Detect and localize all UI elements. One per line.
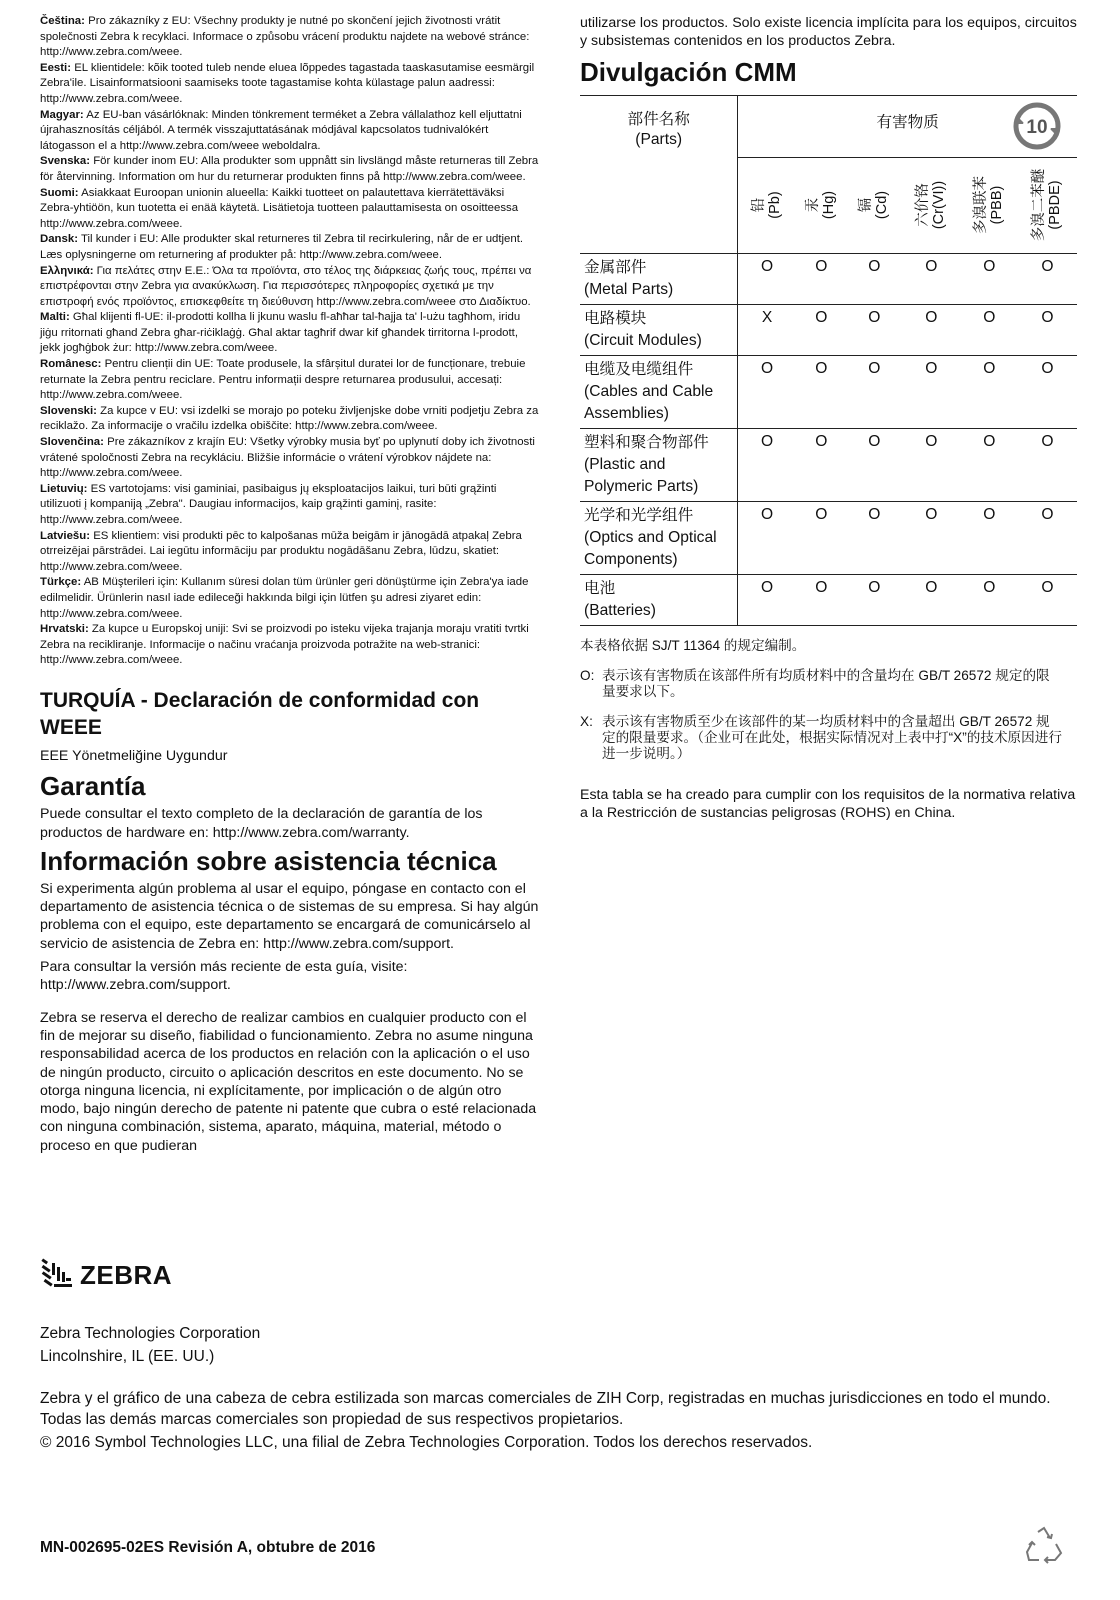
substance-header xyxy=(847,157,902,253)
cmm-row xyxy=(580,304,1077,355)
substance-label xyxy=(1031,169,1063,242)
cmm-part-name: 电路模块 (Circuit Modules) xyxy=(580,304,738,355)
weee-entry-text: Til kunder i EU: Alle produkter skal returneres til Zebra til recirkulering, når de er udtjent. Læs oplysningerne om returnering af produkter på: http://www.zebra.com/weee. xyxy=(40,233,524,261)
weee-entry xyxy=(40,529,540,576)
document-id: MN-002695-02ES Revisión A, obtubre de 2016 xyxy=(40,1539,376,1556)
note-x-text: 表示该有害物质至少在该部件的某一均质材料中的含量超出 GB/T 26572 规定的限量要求。（企业可在此处，根据实际情况对上表中打“X”的技术原因进行进一步说明。） xyxy=(602,713,1062,761)
cmm-value-cell: O xyxy=(796,501,847,574)
substance-symbol: (PBB) xyxy=(989,185,1006,225)
weee-entry xyxy=(40,264,540,311)
parts-header xyxy=(580,95,738,253)
zebra-logo-text: ZEBRA xyxy=(80,1259,173,1290)
cmm-title: Divulgación CMM xyxy=(580,56,797,87)
epup-10-icon xyxy=(1011,100,1063,157)
weee-entry xyxy=(40,622,540,669)
cmm-row xyxy=(580,355,1077,428)
cmm-part-name: 金属部件 (Metal Parts) xyxy=(580,253,738,304)
substance-header xyxy=(961,157,1018,253)
cmm-row xyxy=(580,428,1077,501)
cmm-value-cell: O xyxy=(1018,253,1077,304)
cmm-value-cell: O xyxy=(796,304,847,355)
weee-entry-text: ES klientiem: visi produkti pēc to kalpošanas mūža beigām ir jānogādā atpakaļ Zebra otrreizējai pārstrādei. Lai iegūtu informāciju par produktu nogādāšanu Zebra, lūdzu, skatiet: http://www.zebra.com/weee. xyxy=(40,529,522,573)
weee-entry-language: Magyar: xyxy=(40,108,84,121)
cmm-value-cell: O xyxy=(796,253,847,304)
substance-label xyxy=(751,191,783,218)
recycle-icon xyxy=(1024,1526,1064,1569)
cmm-value-cell: O xyxy=(961,355,1018,428)
turquia-text: EEE Yönetmeliğine Uygundur xyxy=(40,747,228,764)
weee-entry xyxy=(40,575,540,622)
substance-header xyxy=(1018,157,1077,253)
substance-name-cn: 铅 xyxy=(751,197,768,213)
substance-symbol: (Cr(VI)) xyxy=(931,180,948,230)
svg-text:10: 10 xyxy=(1026,116,1048,138)
weee-entry-language: Latviešu: xyxy=(40,529,91,542)
cmm-value-cell: O xyxy=(1018,355,1077,428)
right-column xyxy=(580,14,1080,822)
cmm-value-cell: O xyxy=(1018,304,1077,355)
cmm-value-cell: O xyxy=(961,304,1018,355)
cmm-table xyxy=(580,95,1077,625)
weee-entry-text: Για πελάτες στην Ε.Ε.: Όλα τα προϊόντα, στο τέλος της διάρκειας ζωής τους, πρέπει να επιστρέφονται στην Zebra για ανακύκλωση. Για περισσότερες πληροφορίες σχετικά με την επιστροφή ενός προϊόντος, επισκεφθείτε τη διεύθυνση http://www.zebra.com/weee στο Διαδίκτυο. xyxy=(40,264,532,308)
cmm-header-row xyxy=(580,95,1077,157)
asistencia-p2: Para consultar la versión más reciente de esta guía, visite: http://www.zebra.com/support. xyxy=(40,959,408,994)
legal-notice xyxy=(40,1388,1080,1453)
weee-entry-language: Suomi: xyxy=(40,186,79,199)
note-x-key: X: xyxy=(580,713,593,729)
cmm-value-cell: O xyxy=(847,304,902,355)
substance-name-cn: 六价铬 xyxy=(915,183,932,227)
substance-symbol: (PBDE) xyxy=(1047,180,1064,230)
zebra-head-icon xyxy=(40,1258,74,1292)
cmm-value-cell: O xyxy=(738,574,796,625)
turquia-title: TURQUÍA - Declaración de conformidad con WEEE xyxy=(40,688,480,739)
weee-entry-text: Għal klijenti fl-UE: il-prodotti kollha li jkunu waslu fl-aħħar tal-ħajja ta' l-użu tagħhom, iridu jiġu rritornati għand Zebra għar-riċiklaġġ. Għal aktar tagħrif dwar kif għandek tirritorna l-prodott, jekk jogħġbok żur: http://www.zebra.com/weee. xyxy=(40,311,521,355)
note-o xyxy=(580,668,1080,700)
cmm-value-cell: O xyxy=(1018,428,1077,501)
turquia-section xyxy=(40,687,540,765)
substance-name-cn: 汞 xyxy=(805,197,822,213)
cmm-value-cell: O xyxy=(902,253,961,304)
substance-header xyxy=(902,157,961,253)
cmm-value-cell: O xyxy=(796,574,847,625)
note-o-key: O: xyxy=(580,667,595,683)
cmm-value-cell: O xyxy=(961,501,1018,574)
cmm-value-cell: O xyxy=(902,501,961,574)
hazard-header xyxy=(738,95,1077,157)
trademark-notice: Zebra y el gráfico de una cabeza de cebra estilizada son marcas comerciales de ZIH Corp, registradas en muchas jurisdicciones en todo el mundo. Todas las demás marcas comerciales son propiedad de sus respectivos propietarios. xyxy=(40,1390,1051,1428)
substance-symbol: (Cd) xyxy=(874,190,891,220)
cmm-value-cell: O xyxy=(847,574,902,625)
garantia-section xyxy=(40,771,540,842)
garantia-title: Garantía xyxy=(40,771,146,802)
note-o-text: 表示该有害物质在该部件所有均质材料中的含量均在 GB/T 26572 规定的限量要求以下。 xyxy=(602,667,1050,699)
cmm-footer-text: Esta tabla se ha creado para cumplir con los requisitos de la normativa relativa a la Restricción de sustancias peligrosas (ROHS) en China. xyxy=(580,786,1076,821)
cmm-value-cell: O xyxy=(738,355,796,428)
note-standard: 本表格依据 SJ/T 11364 的规定编制。 xyxy=(580,637,806,653)
weee-entry-text: ES vartotojams: visi gaminiai, pasibaigus jų eksploatacijos laikui, turi būti grąžinti utilizuoti į kompaniją „Zebra". Daugiau informacijos, kaip grąžinti gaminį, rasite: http://www.zebra.com/weee. xyxy=(40,482,497,526)
weee-entry xyxy=(40,232,540,263)
substance-label xyxy=(915,181,947,229)
weee-entry-language: Dansk: xyxy=(40,233,78,246)
cmm-value-cell: O xyxy=(902,574,961,625)
weee-entry xyxy=(40,108,540,155)
weee-entry-language: Malti: xyxy=(40,311,70,324)
asistencia-section xyxy=(40,846,540,1155)
substance-label xyxy=(973,176,1005,234)
cmm-value-cell: O xyxy=(902,304,961,355)
asistencia-p1: Si experimenta algún problema al usar el equipo, póngase en contacto con el departamento de asistencia técnica o de sistemas de su empresa. Si hay algún problema con el equipo, este departamento se encargará de comunicárselo al servicio de asistencia de Zebra en: http://www.zebra.com/support. xyxy=(40,880,539,952)
weee-entry xyxy=(40,154,540,185)
substance-symbol: (Pb) xyxy=(767,191,784,219)
cmm-body xyxy=(580,253,1077,625)
weee-entry-language: Slovenčina: xyxy=(40,436,104,449)
copyright-notice: © 2016 Symbol Technologies LLC, una filial de Zebra Technologies Corporation. Todos los derechos reservados. xyxy=(40,1434,813,1451)
cmm-part-name: 塑料和聚合物部件 (Plastic and Polymeric Parts) xyxy=(580,428,738,501)
substance-name-cn: 多溴联苯 xyxy=(973,176,990,235)
weee-entry-text: Pentru clienții din UE: Toate produsele, la sfârșitul duratei lor de funcționare, trebuie returnate la Zebra pentru reciclare. Pentru informații despre returnarea produsului, accesați: http://www.zebra.com/weee. xyxy=(40,358,526,402)
cmm-value-cell: O xyxy=(961,253,1018,304)
weee-entry xyxy=(40,310,540,357)
cmm-value-cell: O xyxy=(847,501,902,574)
cmm-part-name: 电缆及电缆组件 (Cables and Cable Assemblies) xyxy=(580,355,738,428)
weee-entry-text: Asiakkaat Euroopan unionin alueella: Kaikki tuotteet on palautettava kierrätettäväksi Zebra-yhtiöön, kun tuotetta ei enää käytetä. Lisätietoja tuotteen palauttamisesta on osoitteessa http://www.zebra.com/weee. xyxy=(40,186,519,230)
weee-entry-text: Pro zákazníky z EU: Všechny produkty je nutné po skončení jejich životnosti vrátit společnosti Zebra k recyklaci. Informace o způsobu vrácení produktu najdete na webové stránce: http://www.zebra.com/weee. xyxy=(40,15,530,59)
cmm-value-cell: O xyxy=(961,428,1018,501)
cmm-part-name: 电池 (Batteries) xyxy=(580,574,738,625)
cmm-row xyxy=(580,253,1077,304)
cmm-value-cell: O xyxy=(796,355,847,428)
parts-header-en: (Parts) xyxy=(635,130,683,148)
asistencia-p3: Zebra se reserva el derecho de realizar cambios en cualquier producto con el fin de mejorar su diseño, fiabilidad o funcionamiento. Zebra no asume ninguna responsabilidad acerca de los productos en relación con la aplicación o el uso de ningún producto, circuito o aplicación descritos en este documento. No se otorga ninguna licencia, ni explícitamente, por implicación o de algún otro modo, bajo ningún derecho de patente ni patente que cubra o esté relacionada con ninguna combinación, sistema, aparato, máquina, material, método o proceso en que pudieran xyxy=(40,1009,537,1154)
company-name: Zebra Technologies Corporation xyxy=(40,1325,261,1342)
note-x xyxy=(580,714,1080,762)
weee-entry xyxy=(40,186,540,233)
weee-entry-text: Az EU-ban vásárlóknak: Minden tönkrement terméket a Zebra vállalathoz kell eljuttatni újrahasznosítás céljából. A termék visszajuttatásának módjával kapcsolatos tudnivalókért látogasson el a http://www.zebra.com/weee weboldalra. xyxy=(40,108,522,152)
cmm-value-cell: O xyxy=(847,355,902,428)
weee-entry xyxy=(40,357,540,404)
cmm-value-cell: O xyxy=(1018,501,1077,574)
weee-entry-language: Čeština: xyxy=(40,15,85,27)
cmm-value-cell: X xyxy=(738,304,796,355)
weee-entry-text: Pre zákazníkov z krajín EU: Všetky výrobky musia byť po uplynutí doby ich životnosti vrátené spoločnosti Zebra na recykláciu. Bližšie informácie o vrátení výrobkov nájdete na: http://www.zebra.com/weee. xyxy=(40,436,535,480)
cmm-value-cell: O xyxy=(902,355,961,428)
weee-entry-language: Slovenski: xyxy=(40,404,97,417)
company-location: Lincolnshire, IL (EE. UU.) xyxy=(40,1348,215,1365)
substance-name-cn: 多溴二苯醚 xyxy=(1031,168,1048,242)
continued-text: utilizarse los productos. Solo existe licencia implícita para los equipos, circuitos y subsistemas contenidos en los productos Zebra. xyxy=(580,15,1077,50)
substance-label xyxy=(805,191,837,219)
substance-symbol: (Hg) xyxy=(821,190,838,220)
hazard-header-label: 有害物质 xyxy=(876,113,939,131)
weee-entry-language: Svenska: xyxy=(40,155,91,168)
weee-entry-language: Eesti: xyxy=(40,61,72,74)
zebra-logo xyxy=(40,1258,172,1292)
company-address xyxy=(40,1322,260,1368)
cmm-value-cell: O xyxy=(902,428,961,501)
weee-entry-text: Za kupce u Europskoj uniji: Svi se proizvodi po isteku vijeka trajanja moraju vratiti tvrtki Zebra na recikliranje. Informacije o načinu vraćanja proizvoda potražite na web-stranici: http://www.zebra.com/weee. xyxy=(40,623,529,667)
left-column xyxy=(40,14,540,1155)
cmm-part-name: 光学和光学组件 (Optics and Optical Components) xyxy=(580,501,738,574)
substance-name-cn: 镉 xyxy=(858,197,875,213)
cmm-value-cell: O xyxy=(847,428,902,501)
cmm-value-cell: O xyxy=(738,253,796,304)
cmm-value-cell: O xyxy=(738,428,796,501)
weee-entry-language: Românesc: xyxy=(40,358,102,371)
cmm-value-cell: O xyxy=(738,501,796,574)
weee-entry-text: Za kupce v EU: vsi izdelki se morajo po poteku življenjske dobe vrniti podjetju Zebra za reciklažo. Za informacije o vračilu izdelka obiščite: http://www.zebra.com/weee. xyxy=(40,404,539,433)
substance-header xyxy=(796,157,847,253)
weee-entry-text: EL klientidele: kõik tooted tuleb nende eluea lõppedes tagastada taaskasutamise eesmärgil Zebra'ile. Lisainformatsiooni saamiseks toote tagastamise kohta külastage palun aadressi: http://www.zebra.com/weee. xyxy=(40,61,535,105)
weee-entry xyxy=(40,14,540,61)
cmm-value-cell: O xyxy=(796,428,847,501)
weee-entry-language: Ελληνικά: xyxy=(40,264,94,277)
weee-entry xyxy=(40,61,540,108)
weee-entry xyxy=(40,482,540,529)
weee-entry-text: För kunder inom EU: Alla produkter som uppnått sin livslängd måste returneras till Zebra för återvinning. Information om hur du returnerar produkten finns på http://www.zebra.com/weee. xyxy=(40,155,539,183)
cmm-value-cell: O xyxy=(847,253,902,304)
weee-entry-language: Lietuvių: xyxy=(40,482,88,495)
weee-entry xyxy=(40,435,540,482)
parts-header-cn: 部件名称 xyxy=(627,110,690,128)
weee-entry-language: Hrvatski: xyxy=(40,623,89,636)
cmm-row xyxy=(580,501,1077,574)
weee-entry-text: AB Müşterileri için: Kullanım süresi dolan tüm ürünler geri dönüştürme için Zebra'ya iade edilmelidir. Ürünlerin nasıl iade edileceği hakkında bilgi için lütfen şu adresi ziyaret edin: http://www.zebra.com/weee. xyxy=(40,576,529,620)
cmm-row xyxy=(580,574,1077,625)
weee-entry-language: Türkçe: xyxy=(40,576,82,589)
substance-header xyxy=(738,157,796,253)
cmm-value-cell: O xyxy=(961,574,1018,625)
weee-list xyxy=(40,14,540,669)
asistencia-title: Información sobre asistencia técnica xyxy=(40,845,497,876)
cmm-value-cell: O xyxy=(1018,574,1077,625)
weee-entry xyxy=(40,404,540,435)
substance-label xyxy=(858,191,890,219)
garantia-text: Puede consultar el texto completo de la declaración de garantía de los productos de hardware en: http://www.zebra.com/warranty. xyxy=(40,806,483,841)
